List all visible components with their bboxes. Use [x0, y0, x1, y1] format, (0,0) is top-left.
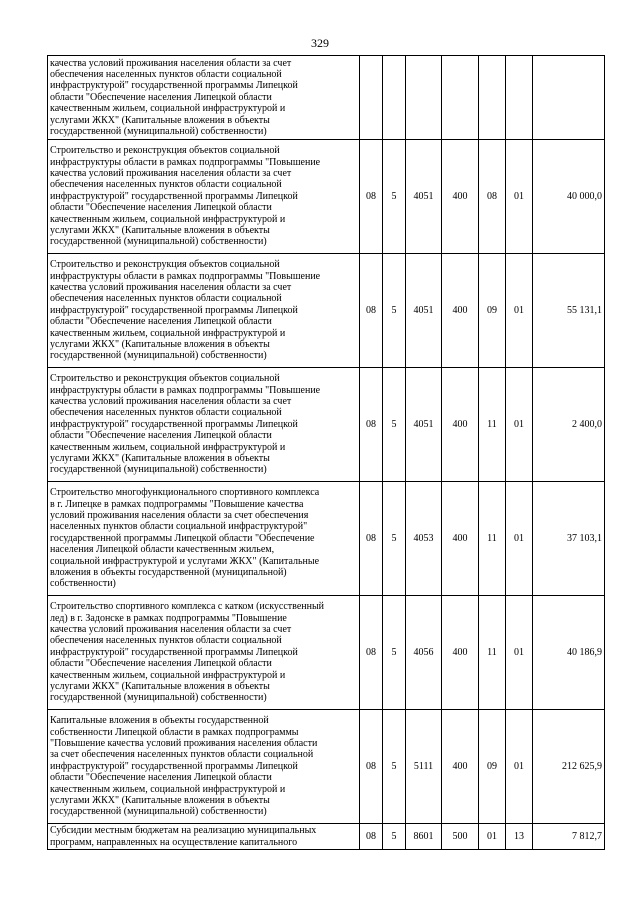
row-description: Строительство многофункционального спортивного комплекса в г. Липецке в рамках подпрограммы "Повышение качества условий проживания населения области за счет обеспечения населенных пунктов области социальной инфраструктурой" государственной программы Липецкой области "Обеспечение населения Липецкой области качественным жильем, социальной инфраструктурой и услугами ЖКХ" (Капитальные вложения в объекты государственной (муниципальной) собственности) — [48, 482, 360, 596]
code-cell — [406, 56, 442, 140]
row-description: Строительство и реконструкция объектов социальной инфраструктуры области в рамках подпрограммы "Повышение качества условий проживания населения области за счет обеспечения населенных пунктов области социальной инфраструктурой" государственной программы Липецкой области "Обеспечение населения Липецкой области качественным жильем, социальной инфраструктурой и услугами ЖКХ" (Капитальные вложения в объекты государственной (муниципальной) собственности) — [48, 368, 360, 482]
row-description: Строительство и реконструкция объектов социальной инфраструктуры области в рамках подпрограммы "Повышение качества условий проживания населения области за счет обеспечения населенных пунктов области социальной инфраструктурой" государственной программы Липецкой области "Обеспечение населения Липецкой области качественным жильем, социальной инфраструктурой и услугами ЖКХ" (Капитальные вложения в объекты государственной (муниципальной) собственности) — [48, 254, 360, 368]
code-cell: 5 — [383, 254, 406, 368]
code-cell: 500 — [442, 824, 479, 850]
code-cell: 5 — [383, 596, 406, 710]
code-cell: 400 — [442, 596, 479, 710]
code-cell: 08 — [360, 254, 383, 368]
row-description: качества условий проживания населения области за счет обеспечения населенных пунктов области социальной инфраструктурой" государственной программы Липецкой области "Обеспечение населения Липецкой области качественным жильем, социальной инфраструктурой и услугами ЖКХ" (Капитальные вложения в объекты государственной (муниципальной) собственности) — [48, 56, 360, 140]
amount-cell: 40 000,0 — [533, 140, 605, 254]
table-row — [48, 56, 605, 140]
code-cell: 09 — [479, 710, 506, 824]
amount-cell — [533, 56, 605, 140]
code-cell: 4051 — [406, 368, 442, 482]
code-cell: 01 — [506, 482, 533, 596]
amount-cell: 37 103,1 — [533, 482, 605, 596]
code-cell: 5 — [383, 824, 406, 850]
code-cell: 08 — [360, 824, 383, 850]
code-cell: 400 — [442, 140, 479, 254]
code-cell: 5 — [383, 710, 406, 824]
code-cell: 08 — [360, 482, 383, 596]
row-description: Субсидии местным бюджетам на реализацию муниципальных программ, направленных на осуществление капитального — [48, 824, 360, 850]
row-description: Капитальные вложения в объекты государственной собственности Липецкой области в рамках подпрограммы "Повышение качества условий проживания населения области за счет обеспечения населенных пунктов области социальной инфраструктурой" государственной программы Липецкой области "Обеспечение населения Липецкой области качественным жильем, социальной инфраструктурой и услугами ЖКХ" (Капитальные вложения в объекты государственной (муниципальной) собственности) — [48, 710, 360, 824]
amount-cell: 212 625,9 — [533, 710, 605, 824]
row-description: Строительство и реконструкция объектов социальной инфраструктуры области в рамках подпрограммы "Повышение качества условий проживания населения области за счет обеспечения населенных пунктов области социальной инфраструктурой" государственной программы Липецкой области "Обеспечение населения Липецкой области качественным жильем, социальной инфраструктурой и услугами ЖКХ" (Капитальные вложения в объекты государственной (муниципальной) собственности) — [48, 140, 360, 254]
code-cell: 5 — [383, 368, 406, 482]
code-cell: 400 — [442, 368, 479, 482]
amount-cell: 7 812,7 — [533, 824, 605, 850]
code-cell: 01 — [506, 596, 533, 710]
code-cell — [506, 56, 533, 140]
code-cell: 01 — [506, 140, 533, 254]
code-cell: 13 — [506, 824, 533, 850]
table-row — [48, 482, 605, 596]
code-cell: 08 — [360, 140, 383, 254]
code-cell: 09 — [479, 254, 506, 368]
amount-cell: 2 400,0 — [533, 368, 605, 482]
code-cell: 11 — [479, 596, 506, 710]
code-cell: 01 — [506, 368, 533, 482]
code-cell: 5 — [383, 140, 406, 254]
code-cell: 11 — [479, 368, 506, 482]
table-row — [48, 596, 605, 710]
code-cell — [442, 56, 479, 140]
row-description: Строительство спортивного комплекса с катком (искусственный лед) в г. Задонске в рамках подпрограммы "Повышение качества условий проживания населения области за счет обеспечения населенных пунктов области социальной инфраструктурой" государственной программы Липецкой области "Обеспечение населения Липецкой области качественным жильем, социальной инфраструктурой и услугами ЖКХ" (Капитальные вложения в объекты государственной (муниципальной) собственности) — [48, 596, 360, 710]
code-cell: 4051 — [406, 140, 442, 254]
code-cell: 400 — [442, 254, 479, 368]
code-cell: 08 — [360, 710, 383, 824]
code-cell: 08 — [360, 596, 383, 710]
code-cell: 01 — [506, 254, 533, 368]
code-cell: 400 — [442, 482, 479, 596]
code-cell: 8601 — [406, 824, 442, 850]
page-number: 329 — [311, 36, 329, 50]
code-cell: 4051 — [406, 254, 442, 368]
code-cell: 01 — [506, 710, 533, 824]
code-cell: 08 — [360, 368, 383, 482]
code-cell: 11 — [479, 482, 506, 596]
code-cell — [479, 56, 506, 140]
code-cell: 08 — [479, 140, 506, 254]
code-cell: 400 — [442, 710, 479, 824]
budget-table — [47, 55, 605, 850]
code-cell — [360, 56, 383, 140]
code-cell: 4053 — [406, 482, 442, 596]
table-row — [48, 824, 605, 850]
code-cell — [383, 56, 406, 140]
table-row — [48, 140, 605, 254]
code-cell: 01 — [479, 824, 506, 850]
code-cell: 5111 — [406, 710, 442, 824]
table-row — [48, 254, 605, 368]
code-cell: 5 — [383, 482, 406, 596]
amount-cell: 55 131,1 — [533, 254, 605, 368]
code-cell: 4056 — [406, 596, 442, 710]
amount-cell: 40 186,9 — [533, 596, 605, 710]
table-row — [48, 710, 605, 824]
table-row — [48, 368, 605, 482]
